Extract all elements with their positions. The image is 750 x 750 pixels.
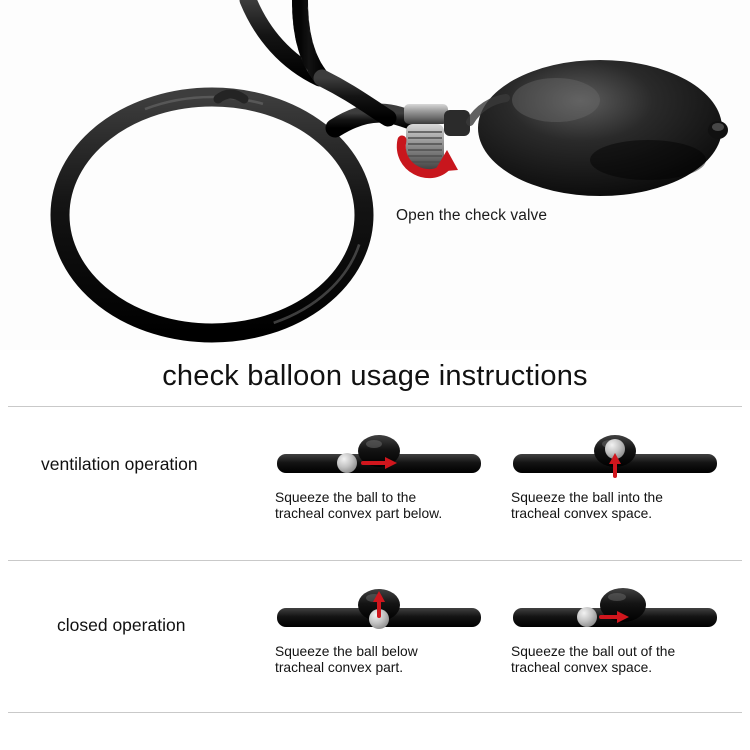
tube-diagram <box>275 586 483 638</box>
diagram-cell <box>275 586 505 676</box>
row-label-ventilation: ventilation operation <box>41 454 198 474</box>
row-label-closed: closed operation <box>57 615 186 635</box>
tube-svg <box>275 432 483 484</box>
caption-line-2: tracheal convex space. <box>511 506 653 521</box>
tube-svg <box>511 586 719 638</box>
coiled-tube <box>60 94 418 333</box>
cell-caption <box>511 644 741 676</box>
divider-bottom <box>8 712 742 713</box>
tube-svg <box>275 586 483 638</box>
caption-line-1: Squeeze the ball out of the <box>511 644 676 659</box>
inflation-bulb-illustration <box>0 0 750 350</box>
diagram-cell <box>511 586 741 676</box>
tube-diagram <box>511 432 719 484</box>
product-photo <box>0 0 750 350</box>
divider-top <box>8 406 742 407</box>
caption-line-2: tracheal convex part below. <box>275 506 443 521</box>
tube-diagram <box>511 586 719 638</box>
caption-line-2: tracheal convex part. <box>275 660 404 675</box>
diagram-cell <box>275 432 505 522</box>
caption-line-2: tracheal convex space. <box>511 660 653 675</box>
diagram-cell <box>511 432 741 522</box>
page-title: check balloon usage instructions <box>162 360 588 392</box>
divider-middle <box>8 560 742 561</box>
cell-caption <box>511 490 741 522</box>
valve-caption: Open the check valve <box>396 207 548 224</box>
caption-line-1: Squeeze the ball to the <box>275 490 417 505</box>
rubber-bulb <box>470 60 728 196</box>
tube-svg <box>511 432 719 484</box>
cell-caption <box>275 490 505 522</box>
cell-caption <box>275 644 505 676</box>
caption-line-1: Squeeze the ball below <box>275 644 418 659</box>
check-valve <box>404 104 470 172</box>
caption-line-1: Squeeze the ball into the <box>511 490 663 505</box>
tube-diagram <box>275 432 483 484</box>
